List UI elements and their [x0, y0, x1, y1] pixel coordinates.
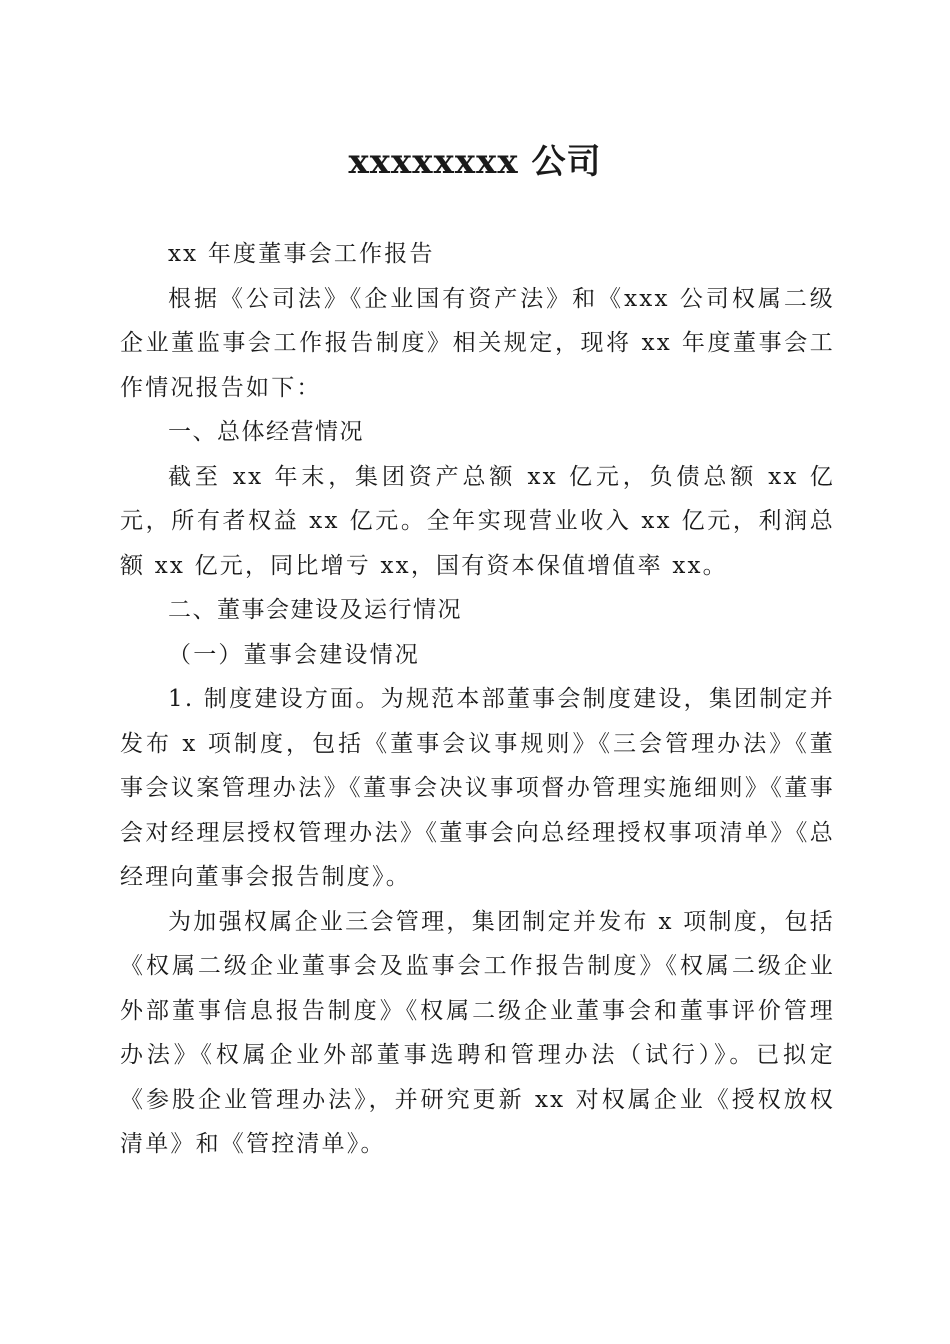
intro-paragraph: 根据《公司法》《企业国有资产法》和《xxx 公司权属二级企业董监事会工作报告制度》相关规定，现将 xx 年度董事会工作情况报告如下：	[120, 285, 835, 401]
subsection-heading-board-construction: （一）董事会建设情况	[168, 641, 420, 668]
report-subtitle: xx 年度董事会工作报告	[168, 241, 435, 267]
subsidiary-management-paragraph: 为加强权属企业三会管理，集团制定并发布 x 项制度，包括《权属二级企业董事会及监事会工作报告制度》《权属二级企业外部董事信息报告制度》《权属二级企业董事会和董事评价管理办法》《权属企业外部董事选聘和管理办法（试行）》。已拟定《参股企业管理办法》，并研究更新 xx 对权属企业《授权放权清单》和《管控清单》。	[120, 908, 835, 1157]
document-body	[120, 232, 835, 1167]
section-heading-overall-operations: 一、总体经营情况	[168, 419, 364, 445]
operations-paragraph: 截至 xx 年末，集团资产总额 xx 亿元，负债总额 xx 亿元，所有者权益 xx 亿元。全年实现营业收入 xx 亿元，利润总额 xx 亿元，同比增亏 xx，国有资本保值增值率 xx。	[120, 463, 835, 579]
section-heading-board-construction: 二、董事会建设及运行情况	[168, 597, 462, 623]
document-title: xxxxxxxx 公司	[348, 142, 602, 182]
system-construction-paragraph: 1. 制度建设方面。为规范本部董事会制度建设，集团制定并发布 x 项制度，包括《董事会议事规则》《三会管理办法》《董事会议案管理办法》《董事会决议事项督办管理实施细则》《董事会对经理层授权管理办法》《董事会向总经理授权事项清单》《总经理向董事会报告制度》。	[120, 686, 835, 890]
